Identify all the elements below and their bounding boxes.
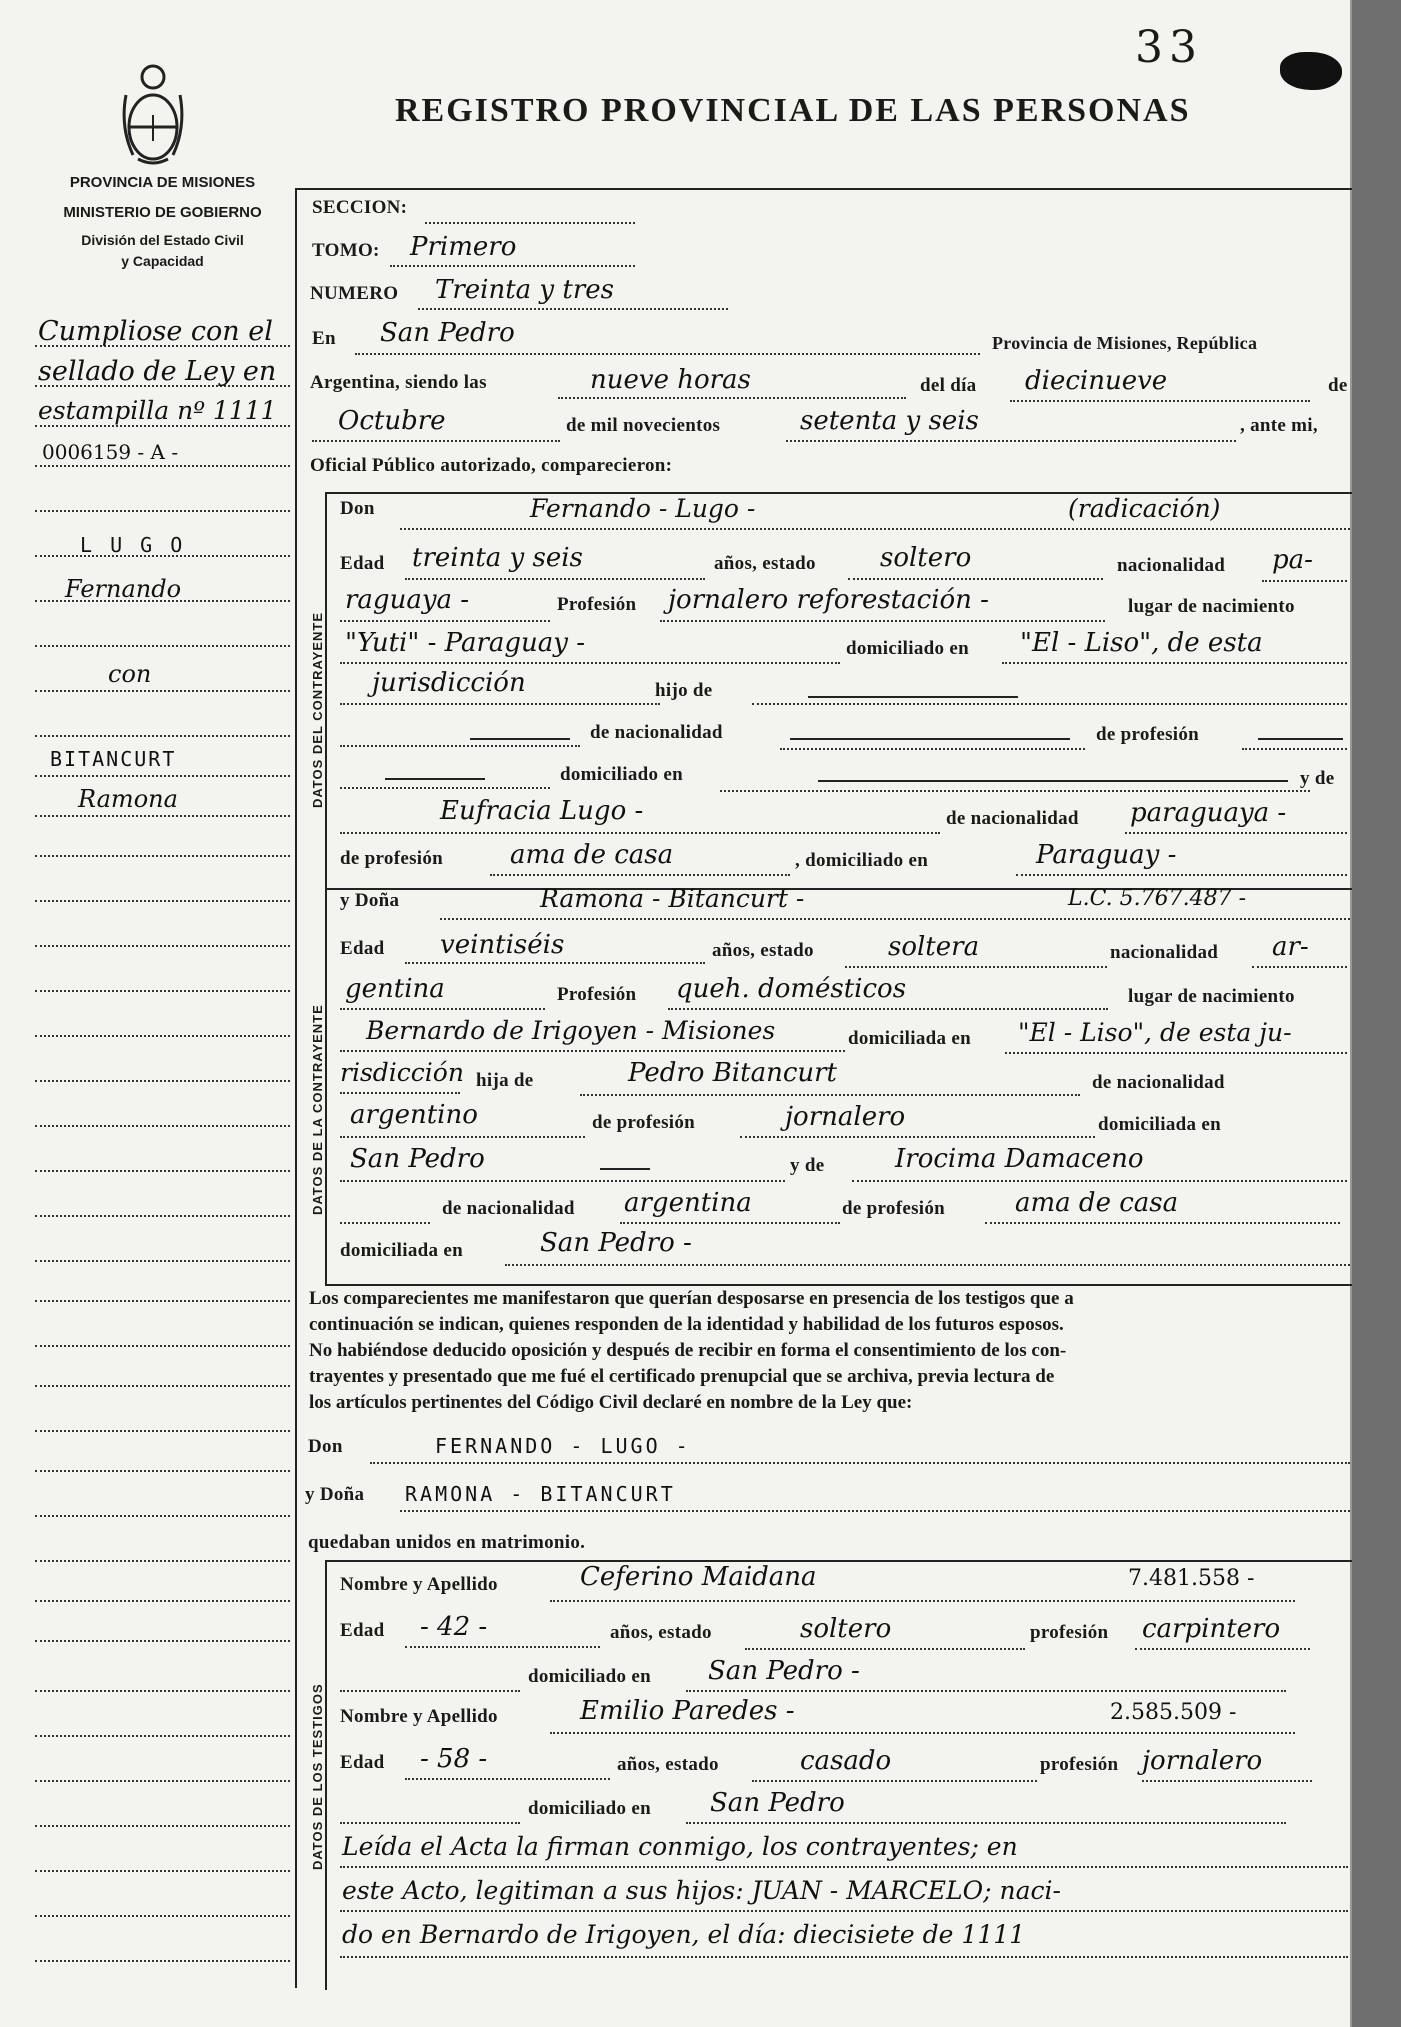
label-nacionalidad-ella: nacionalidad (1110, 942, 1219, 963)
side-label-la-contrayente: DATOS DE LA CONTRAYENTE (310, 1004, 325, 1215)
label-en: En (312, 328, 336, 349)
value-padre-ella-dom: San Pedro (350, 1144, 485, 1174)
paragraph-line-1: Los comparecientes me manifestaron que querían desposarse en presencia de los testigos que a (309, 1288, 1074, 1309)
note-line-2: este Acto, legitiman a sus hijos: JUAN - MARCELO; naci- (342, 1876, 1061, 1905)
note-line-1: Leída el Acta la firman conmigo, los contrayentes; en (342, 1832, 1018, 1861)
label-domiciliada-ella: domiciliada en (848, 1028, 971, 1049)
label-de-profesion-4: de profesión (842, 1198, 946, 1219)
value-padre-ella: Pedro Bitancurt (628, 1058, 838, 1088)
label-profesion-t2: profesión (1040, 1754, 1119, 1775)
value-anio: setenta y seis (800, 406, 979, 436)
value-lc: L.C. 5.767.487 - (1068, 886, 1247, 911)
value-t1-edad: - 42 - (420, 1612, 488, 1642)
margin-surname-1: L U G O (80, 533, 186, 557)
label-domiciliado-madre: , domiciliado en (795, 850, 929, 871)
value-madre-el-dom: Paraguay - (1036, 840, 1177, 870)
value-madre-ella-dom: San Pedro - (540, 1228, 692, 1258)
label-y-dona-final: y Doña (305, 1484, 365, 1505)
label-don-final: Don (308, 1436, 343, 1457)
value-dona: Ramona - Bitancurt - (540, 884, 805, 913)
value-t2-prof: jornalero (1142, 1746, 1263, 1776)
label-domiciliado-t2: domiciliado en (528, 1798, 651, 1819)
label-profesion-t1: profesión (1030, 1622, 1109, 1643)
value-t2-nombre: Emilio Paredes - (580, 1696, 795, 1726)
value-nac-el-2: raguaya - (345, 585, 470, 615)
header-division-2: y Capacidad (121, 253, 204, 269)
ink-blot (1280, 52, 1342, 90)
label-nombre-t2: Nombre y Apellido (340, 1706, 498, 1727)
value-madre-ella-nac: argentina (624, 1188, 752, 1218)
value-edad-ella: veintiséis (440, 930, 565, 960)
value-nac-ella-2: gentina (345, 974, 445, 1004)
label-de-nacionalidad-3: de nacionalidad (1092, 1072, 1225, 1093)
label-quedaban: quedaban unidos en matrimonio. (308, 1532, 586, 1553)
margin-note-1: Cumpliose con el (38, 316, 273, 347)
label-nombre-t1: Nombre y Apellido (340, 1574, 498, 1595)
margin-divider (295, 188, 297, 1988)
label-numero: NUMERO (310, 283, 399, 304)
paragraph-line-2: continuación se indican, quienes responden de la identidad y habilidad de los futuros esposos. (309, 1314, 1064, 1335)
label-y-de-1: y de (1300, 768, 1335, 789)
value-en: San Pedro (380, 318, 515, 348)
page-number: 33 (1135, 22, 1203, 73)
witness-divider (325, 1560, 327, 1990)
document-title: REGISTRO PROVINCIAL DE LAS PERSONAS (395, 92, 1191, 129)
frame-top (295, 188, 1352, 190)
margin-note-2: sellado de Ley en (38, 356, 277, 387)
value-dom-el-2: jurisdicción (372, 668, 526, 698)
label-anos-estado-t2: años, estado (617, 1754, 719, 1775)
value-padre-ella-prof: jornalero (785, 1102, 906, 1132)
value-dom-el-1: "El - Liso", de esta (1020, 628, 1263, 658)
label-lugar-el: lugar de nacimiento (1128, 596, 1295, 617)
label-anos-estado-ella: años, estado (712, 940, 814, 961)
value-numero: Treinta y tres (435, 275, 614, 305)
margin-name-2: Ramona (78, 785, 178, 813)
label-tomo: TOMO: (312, 240, 380, 261)
margin-note-4: 0006159 - A - (42, 440, 179, 464)
value-t1-dom: San Pedro - (708, 1656, 860, 1686)
label-de-profesion-1: de profesión (1096, 724, 1200, 745)
label-anos-estado-t1: años, estado (610, 1622, 712, 1643)
label-hija-de: hija de (476, 1070, 534, 1091)
value-madre-el-prof: ama de casa (510, 840, 674, 870)
label-de-profesion-3: de profesión (592, 1112, 696, 1133)
header-ministry: MINISTERIO DE GOBIERNO (63, 204, 262, 221)
declaration-paragraph (309, 1286, 1349, 1416)
label-del-dia: del día (920, 375, 977, 396)
header-province: PROVINCIA DE MISIONES (69, 174, 256, 191)
witness-top (325, 1560, 1352, 1562)
value-madre-el: Eufracia Lugo - (440, 796, 644, 826)
label-don: Don (340, 498, 375, 519)
header-division: División del Estado Civil (81, 232, 244, 248)
value-t2-dom: San Pedro (710, 1788, 845, 1818)
paragraph-line-3: No habiéndose deducido oposición y después de recibir en forma el consentimiento de los con- (309, 1340, 1067, 1361)
paragraph-line-5: los artículos pertinentes del Código Civil declaré en nombre de la Ley que: (309, 1392, 913, 1413)
label-edad-t1: Edad (340, 1620, 385, 1641)
value-dom-ella-1: "El - Liso", de esta ju- (1018, 1018, 1292, 1047)
label-de-nacionalidad-2: de nacionalidad (946, 808, 1079, 829)
label-domiciliada-madre: domiciliada en (340, 1240, 463, 1261)
label-domiciliado-padre: domiciliado en (560, 764, 683, 785)
label-lugar-ella: lugar de nacimiento (1128, 986, 1295, 1007)
label-argentina: Argentina, siendo las (310, 372, 487, 393)
label-oficial: Oficial Público autorizado, comparecieron: (310, 455, 673, 476)
margin-surname-2: BITANCURT (50, 747, 177, 771)
label-y-de-2: y de (790, 1155, 825, 1176)
label-edad-ella: Edad (340, 938, 385, 959)
label-seccion: SECCION: (312, 197, 408, 218)
label-de-profesion-2: de profesión (340, 848, 444, 869)
value-tomo: Primero (410, 232, 517, 262)
value-dona-final: RAMONA - BITANCURT (405, 1482, 676, 1506)
label-de-1: de (1328, 375, 1348, 396)
label-domiciliado-t1: domiciliado en (528, 1666, 651, 1687)
label-anos-estado-el: años, estado (714, 553, 816, 574)
margin-name-1: Fernando (65, 575, 182, 603)
value-edad-el: treinta y seis (412, 543, 583, 573)
note-line-3: do en Bernardo de Irigoyen, el día: diecisiete de 1111 (342, 1920, 1026, 1949)
value-t2-doc: 2.585.509 - (1110, 1700, 1237, 1725)
label-domiciliado-el: domiciliado en (846, 638, 969, 659)
value-dia: diecinueve (1025, 366, 1168, 396)
value-t1-prof: carpintero (1142, 1614, 1281, 1644)
label-edad-el: Edad (340, 553, 385, 574)
value-don: Fernando - Lugo - (530, 494, 756, 523)
value-don-final: FERNANDO - LUGO - (435, 1434, 691, 1458)
value-nac-el-1: pa- (1272, 545, 1313, 575)
value-t1-nombre: Ceferino Maidana (580, 1562, 817, 1592)
value-hora: nueve horas (590, 365, 751, 395)
value-madre-ella-prof: ama de casa (1015, 1188, 1179, 1218)
value-radicacion: (radicación) (1068, 494, 1221, 523)
value-estado-el: soltero (880, 543, 972, 573)
label-de-nacionalidad-4: de nacionalidad (442, 1198, 575, 1219)
value-nac-ella-1: ar- (1272, 932, 1309, 962)
value-lugar-ella: Bernardo de Irigoyen - Misiones (366, 1016, 776, 1045)
label-edad-t2: Edad (340, 1752, 385, 1773)
value-prof-ella: queh. domésticos (676, 974, 907, 1004)
value-estado-ella: soltera (888, 932, 980, 962)
value-t2-edad: - 58 - (420, 1744, 488, 1774)
label-de-mil: de mil novecientos (566, 415, 721, 436)
value-lugar-el: "Yuti" - Paraguay - (345, 628, 586, 658)
label-profesion-ella: Profesión (557, 984, 637, 1005)
label-profesion-el: Profesión (557, 594, 637, 615)
label-provincia: Provincia de Misiones, República (992, 333, 1258, 353)
value-madre-el-nac: paraguaya - (1130, 798, 1287, 828)
margin-note-3: estampilla nº 1111 (38, 396, 277, 425)
value-prof-el: jornalero reforestación - (668, 585, 989, 615)
value-madre-ella: Irocima Damaceno (895, 1144, 1144, 1174)
coat-of-arms-icon (118, 55, 188, 170)
value-dom-ella-2: risdicción (340, 1058, 464, 1087)
value-t1-doc: 7.481.558 - (1128, 1566, 1255, 1591)
value-t1-estado: soltero (800, 1614, 892, 1644)
side-label-contrayente: DATOS DEL CONTRAYENTE (310, 611, 325, 808)
label-hijo-de: hijo de (655, 680, 713, 701)
paragraph-line-4: trayentes y presentado que me fué el certificado prenupcial que se archiva, previa lectura de (309, 1366, 1055, 1387)
value-t2-estado: casado (800, 1746, 892, 1776)
label-domiciliada-padre: domiciliada en (1098, 1114, 1221, 1135)
label-de-nacionalidad-1: de nacionalidad (590, 722, 723, 743)
label-y-dona-1: y Doña (340, 890, 400, 911)
value-padre-ella-nac: argentino (350, 1100, 478, 1130)
margin-con: con (108, 660, 152, 688)
label-nacionalidad-el: nacionalidad (1117, 555, 1226, 576)
label-ante-mi: , ante mi, (1240, 415, 1318, 436)
side-label-testigos: DATOS DE LOS TESTIGOS (310, 1683, 325, 1870)
value-mes: Octubre (338, 406, 446, 436)
